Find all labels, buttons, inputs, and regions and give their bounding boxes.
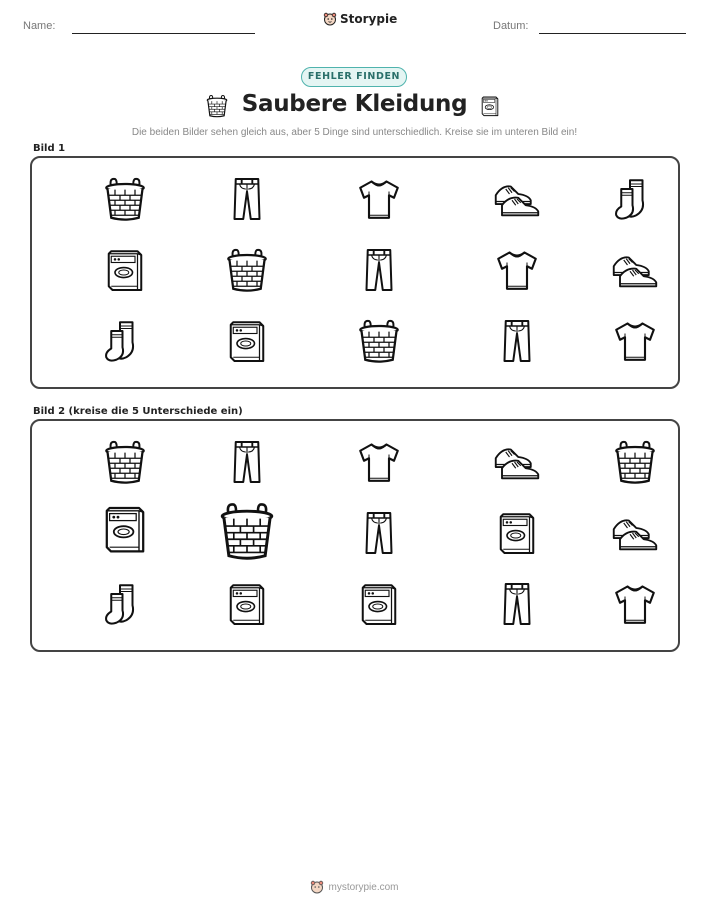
socks-icon: [610, 174, 660, 224]
washing-machine-icon: [100, 245, 150, 295]
washing-machine-icon[interactable]: [354, 579, 404, 629]
tshirt-icon[interactable]: [354, 437, 404, 487]
pants-icon[interactable]: [222, 437, 272, 487]
picture2-panel[interactable]: [30, 419, 680, 652]
date-label: Datum:: [493, 20, 529, 32]
washing-machine-icon: [222, 316, 272, 366]
pants-icon: [354, 245, 404, 295]
tshirt-icon: [354, 174, 404, 224]
category-badge: FEHLER FINDEN: [301, 67, 407, 87]
basket-icon: [100, 174, 150, 224]
basket-icon[interactable]: [214, 498, 280, 564]
basket-icon[interactable]: [610, 437, 660, 487]
picture1-panel: [30, 156, 680, 389]
picture1-label: Bild 1: [33, 143, 66, 154]
washing-machine-icon: [478, 92, 502, 120]
pants-icon[interactable]: [354, 508, 404, 558]
washing-machine-icon[interactable]: [222, 579, 272, 629]
pants-icon: [492, 316, 542, 366]
footer: [0, 880, 709, 894]
brand-name: Storypie: [340, 12, 398, 26]
pants-icon[interactable]: [492, 579, 542, 629]
tshirt-icon[interactable]: [610, 579, 660, 629]
sneakers-icon: [610, 245, 660, 295]
instructions-text: Die beiden Bilder sehen gleich aus, aber 5 Dinge sind unterschiedlich. Kreise sie im unteren Bild ein!: [131, 127, 578, 138]
sneakers-icon: [492, 174, 542, 224]
basket-icon: [222, 245, 272, 295]
washing-machine-icon[interactable]: [492, 508, 542, 558]
socks-icon[interactable]: [100, 579, 150, 629]
tshirt-icon: [492, 245, 542, 295]
storypie-mascot-icon: [323, 12, 337, 26]
basket-icon[interactable]: [100, 437, 150, 487]
washing-machine-icon[interactable]: [97, 498, 153, 560]
sneakers-icon[interactable]: [492, 437, 542, 487]
storypie-mascot-icon: [310, 880, 324, 894]
footer-url[interactable]: mystorypie.com: [328, 881, 399, 893]
name-line[interactable]: [72, 33, 255, 34]
page-title: Saubere Kleidung: [241, 91, 468, 117]
date-line[interactable]: [539, 33, 686, 34]
sneakers-icon[interactable]: [610, 508, 660, 558]
name-label: Name:: [23, 20, 56, 32]
tshirt-icon: [610, 316, 660, 366]
brand-logo: [323, 12, 397, 26]
basket-icon: [354, 316, 404, 366]
pants-icon: [222, 174, 272, 224]
picture2-label: Bild 2 (kreise die 5 Unterschiede ein): [33, 406, 243, 417]
socks-icon: [100, 316, 150, 366]
